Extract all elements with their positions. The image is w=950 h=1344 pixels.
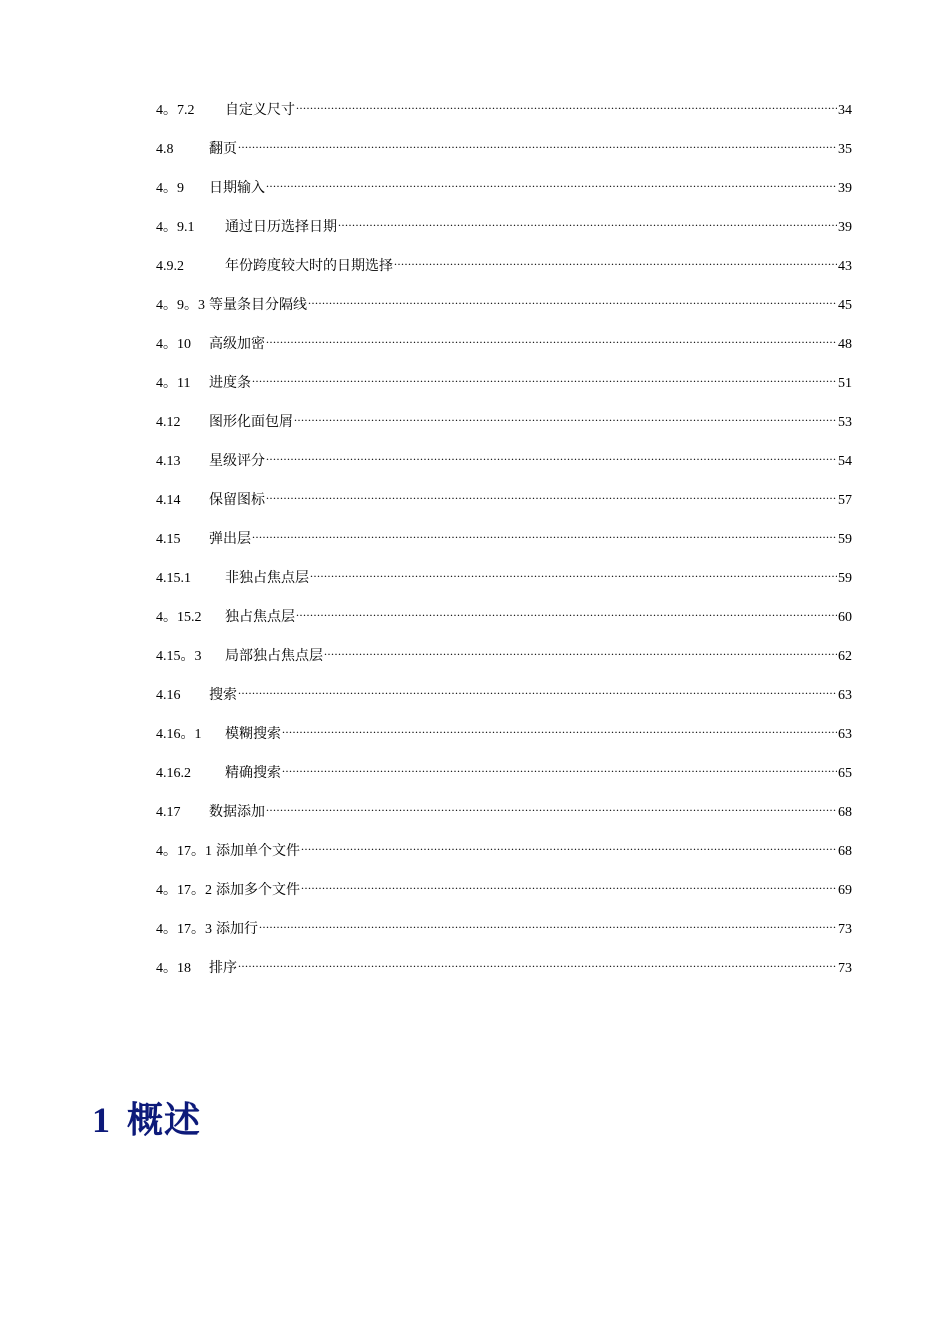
toc-entry[interactable] [156, 685, 852, 724]
toc-dot-leader [266, 490, 837, 504]
toc-entry-page: 73 [838, 961, 852, 976]
toc-entry-number: 4。11 [156, 376, 191, 391]
toc-dot-leader [266, 451, 837, 465]
toc-entry[interactable] [156, 763, 852, 802]
toc-entry-title: 模糊搜索 [225, 727, 281, 742]
toc-entry[interactable] [156, 958, 852, 997]
toc-entry-page: 73 [838, 922, 852, 937]
toc-dot-leader [238, 958, 837, 972]
toc-entry-number: 4.12 [156, 415, 181, 430]
toc-entry[interactable] [156, 529, 852, 568]
toc-entry[interactable] [156, 217, 852, 256]
toc-entry[interactable] [156, 412, 852, 451]
toc-dot-leader [394, 256, 837, 270]
toc-entry-title: 星级评分 [209, 454, 265, 469]
toc-entry-page: 62 [838, 649, 852, 664]
toc-entry-number: 4.15 [156, 532, 181, 547]
toc-entry-page: 57 [838, 493, 852, 508]
toc-entry-number: 4.16 [156, 688, 181, 703]
toc-entry-number: 4.16。1 [156, 727, 202, 742]
toc-entry-page: 68 [838, 805, 852, 820]
toc-entry[interactable] [156, 802, 852, 841]
toc-entry-number: 4。9 [156, 181, 184, 196]
toc-entry-number: 4.9.2 [156, 259, 184, 274]
toc-entry[interactable] [156, 841, 852, 880]
toc-entry[interactable] [156, 451, 852, 490]
toc-dot-leader [266, 334, 837, 348]
toc-entry[interactable] [156, 568, 852, 607]
toc-entry-title: 等量条目分隔线 [209, 298, 307, 313]
table-of-contents [156, 100, 852, 997]
toc-dot-leader [238, 139, 837, 153]
toc-entry-title: 年份跨度较大时的日期选择 [225, 259, 393, 274]
toc-dot-leader [301, 880, 837, 894]
toc-entry-number: 4.15。3 [156, 649, 202, 664]
toc-dot-leader [282, 724, 837, 738]
toc-entry-page: 63 [838, 688, 852, 703]
toc-entry-page: 39 [838, 220, 852, 235]
toc-entry-page: 54 [838, 454, 852, 469]
toc-dot-leader [301, 841, 837, 855]
toc-entry-page: 63 [838, 727, 852, 742]
toc-entry-page: 60 [838, 610, 852, 625]
toc-entry-title: 精确搜索 [225, 766, 281, 781]
toc-entry-title: 进度条 [209, 376, 251, 391]
toc-dot-leader [310, 568, 837, 582]
toc-dot-leader [308, 295, 837, 309]
section-number: 1 [92, 1100, 111, 1140]
toc-entry-title: 排序 [209, 961, 237, 976]
toc-entry[interactable] [156, 646, 852, 685]
toc-entry-title: 搜索 [209, 688, 237, 703]
toc-entry-number: 4。17。3 [156, 922, 212, 937]
toc-entry-number: 4.17 [156, 805, 181, 820]
toc-dot-leader [294, 412, 837, 426]
toc-entry[interactable] [156, 607, 852, 646]
toc-entry-number: 4.13 [156, 454, 181, 469]
toc-entry-page: 53 [838, 415, 852, 430]
toc-entry-title: 保留图标 [209, 493, 265, 508]
toc-dot-leader [296, 100, 837, 114]
toc-entry-number: 4。9.1 [156, 220, 195, 235]
toc-entry[interactable] [156, 256, 852, 295]
toc-entry-title: 局部独占焦点层 [225, 649, 323, 664]
toc-entry-page: 68 [838, 844, 852, 859]
toc-entry-number: 4。17。2 [156, 883, 212, 898]
toc-entry[interactable] [156, 295, 852, 334]
toc-entry[interactable] [156, 490, 852, 529]
toc-entry-page: 59 [838, 571, 852, 586]
toc-entry-title: 添加单个文件 [216, 844, 300, 859]
toc-entry-page: 51 [838, 376, 852, 391]
toc-entry-number: 4。9。3 [156, 298, 205, 313]
toc-entry-number: 4.15.1 [156, 571, 191, 586]
toc-entry-page: 48 [838, 337, 852, 352]
toc-entry[interactable] [156, 919, 852, 958]
toc-entry-page: 39 [838, 181, 852, 196]
toc-dot-leader [324, 646, 837, 660]
toc-entry-title: 自定义尺寸 [225, 103, 295, 118]
toc-entry-number: 4.16.2 [156, 766, 191, 781]
toc-entry[interactable] [156, 373, 852, 412]
toc-dot-leader [252, 373, 837, 387]
toc-dot-leader [282, 763, 837, 777]
toc-entry-number: 4。15.2 [156, 610, 202, 625]
toc-entry[interactable] [156, 139, 852, 178]
toc-entry-title: 图形化面包屑 [209, 415, 293, 430]
toc-entry-page: 59 [838, 532, 852, 547]
toc-entry-title: 通过日历选择日期 [225, 220, 337, 235]
toc-entry-title: 日期输入 [209, 181, 265, 196]
toc-entry-title: 弹出层 [209, 532, 251, 547]
toc-entry-number: 4。7.2 [156, 103, 195, 118]
toc-dot-leader [296, 607, 837, 621]
toc-entry-number: 4.8 [156, 142, 174, 157]
toc-entry[interactable] [156, 178, 852, 217]
toc-dot-leader [266, 178, 837, 192]
toc-entry[interactable] [156, 100, 852, 139]
toc-entry[interactable] [156, 880, 852, 919]
toc-entry-page: 43 [838, 259, 852, 274]
toc-dot-leader [252, 529, 837, 543]
toc-entry[interactable] [156, 724, 852, 763]
toc-entry-page: 34 [838, 103, 852, 118]
toc-entry-title: 非独占焦点层 [225, 571, 309, 586]
toc-entry-number: 4.14 [156, 493, 181, 508]
toc-entry-page: 35 [838, 142, 852, 157]
section-heading [92, 1092, 201, 1143]
toc-entry-page: 69 [838, 883, 852, 898]
toc-entry-number: 4。18 [156, 961, 191, 976]
toc-entry-title: 翻页 [209, 142, 237, 157]
section-title: 概述 [127, 1100, 202, 1140]
toc-entry-title: 数据添加 [209, 805, 265, 820]
toc-entry-title: 高级加密 [209, 337, 265, 352]
toc-dot-leader [238, 685, 837, 699]
toc-entry-number: 4。17。1 [156, 844, 212, 859]
toc-entry-title: 添加多个文件 [216, 883, 300, 898]
toc-entry-number: 4。10 [156, 337, 191, 352]
toc-dot-leader [266, 802, 837, 816]
toc-entry-page: 45 [838, 298, 852, 313]
toc-entry-title: 添加行 [216, 922, 258, 937]
toc-dot-leader [338, 217, 837, 231]
toc-entry-page: 65 [838, 766, 852, 781]
toc-entry[interactable] [156, 334, 852, 373]
toc-dot-leader [259, 919, 837, 933]
toc-entry-title: 独占焦点层 [225, 610, 295, 625]
